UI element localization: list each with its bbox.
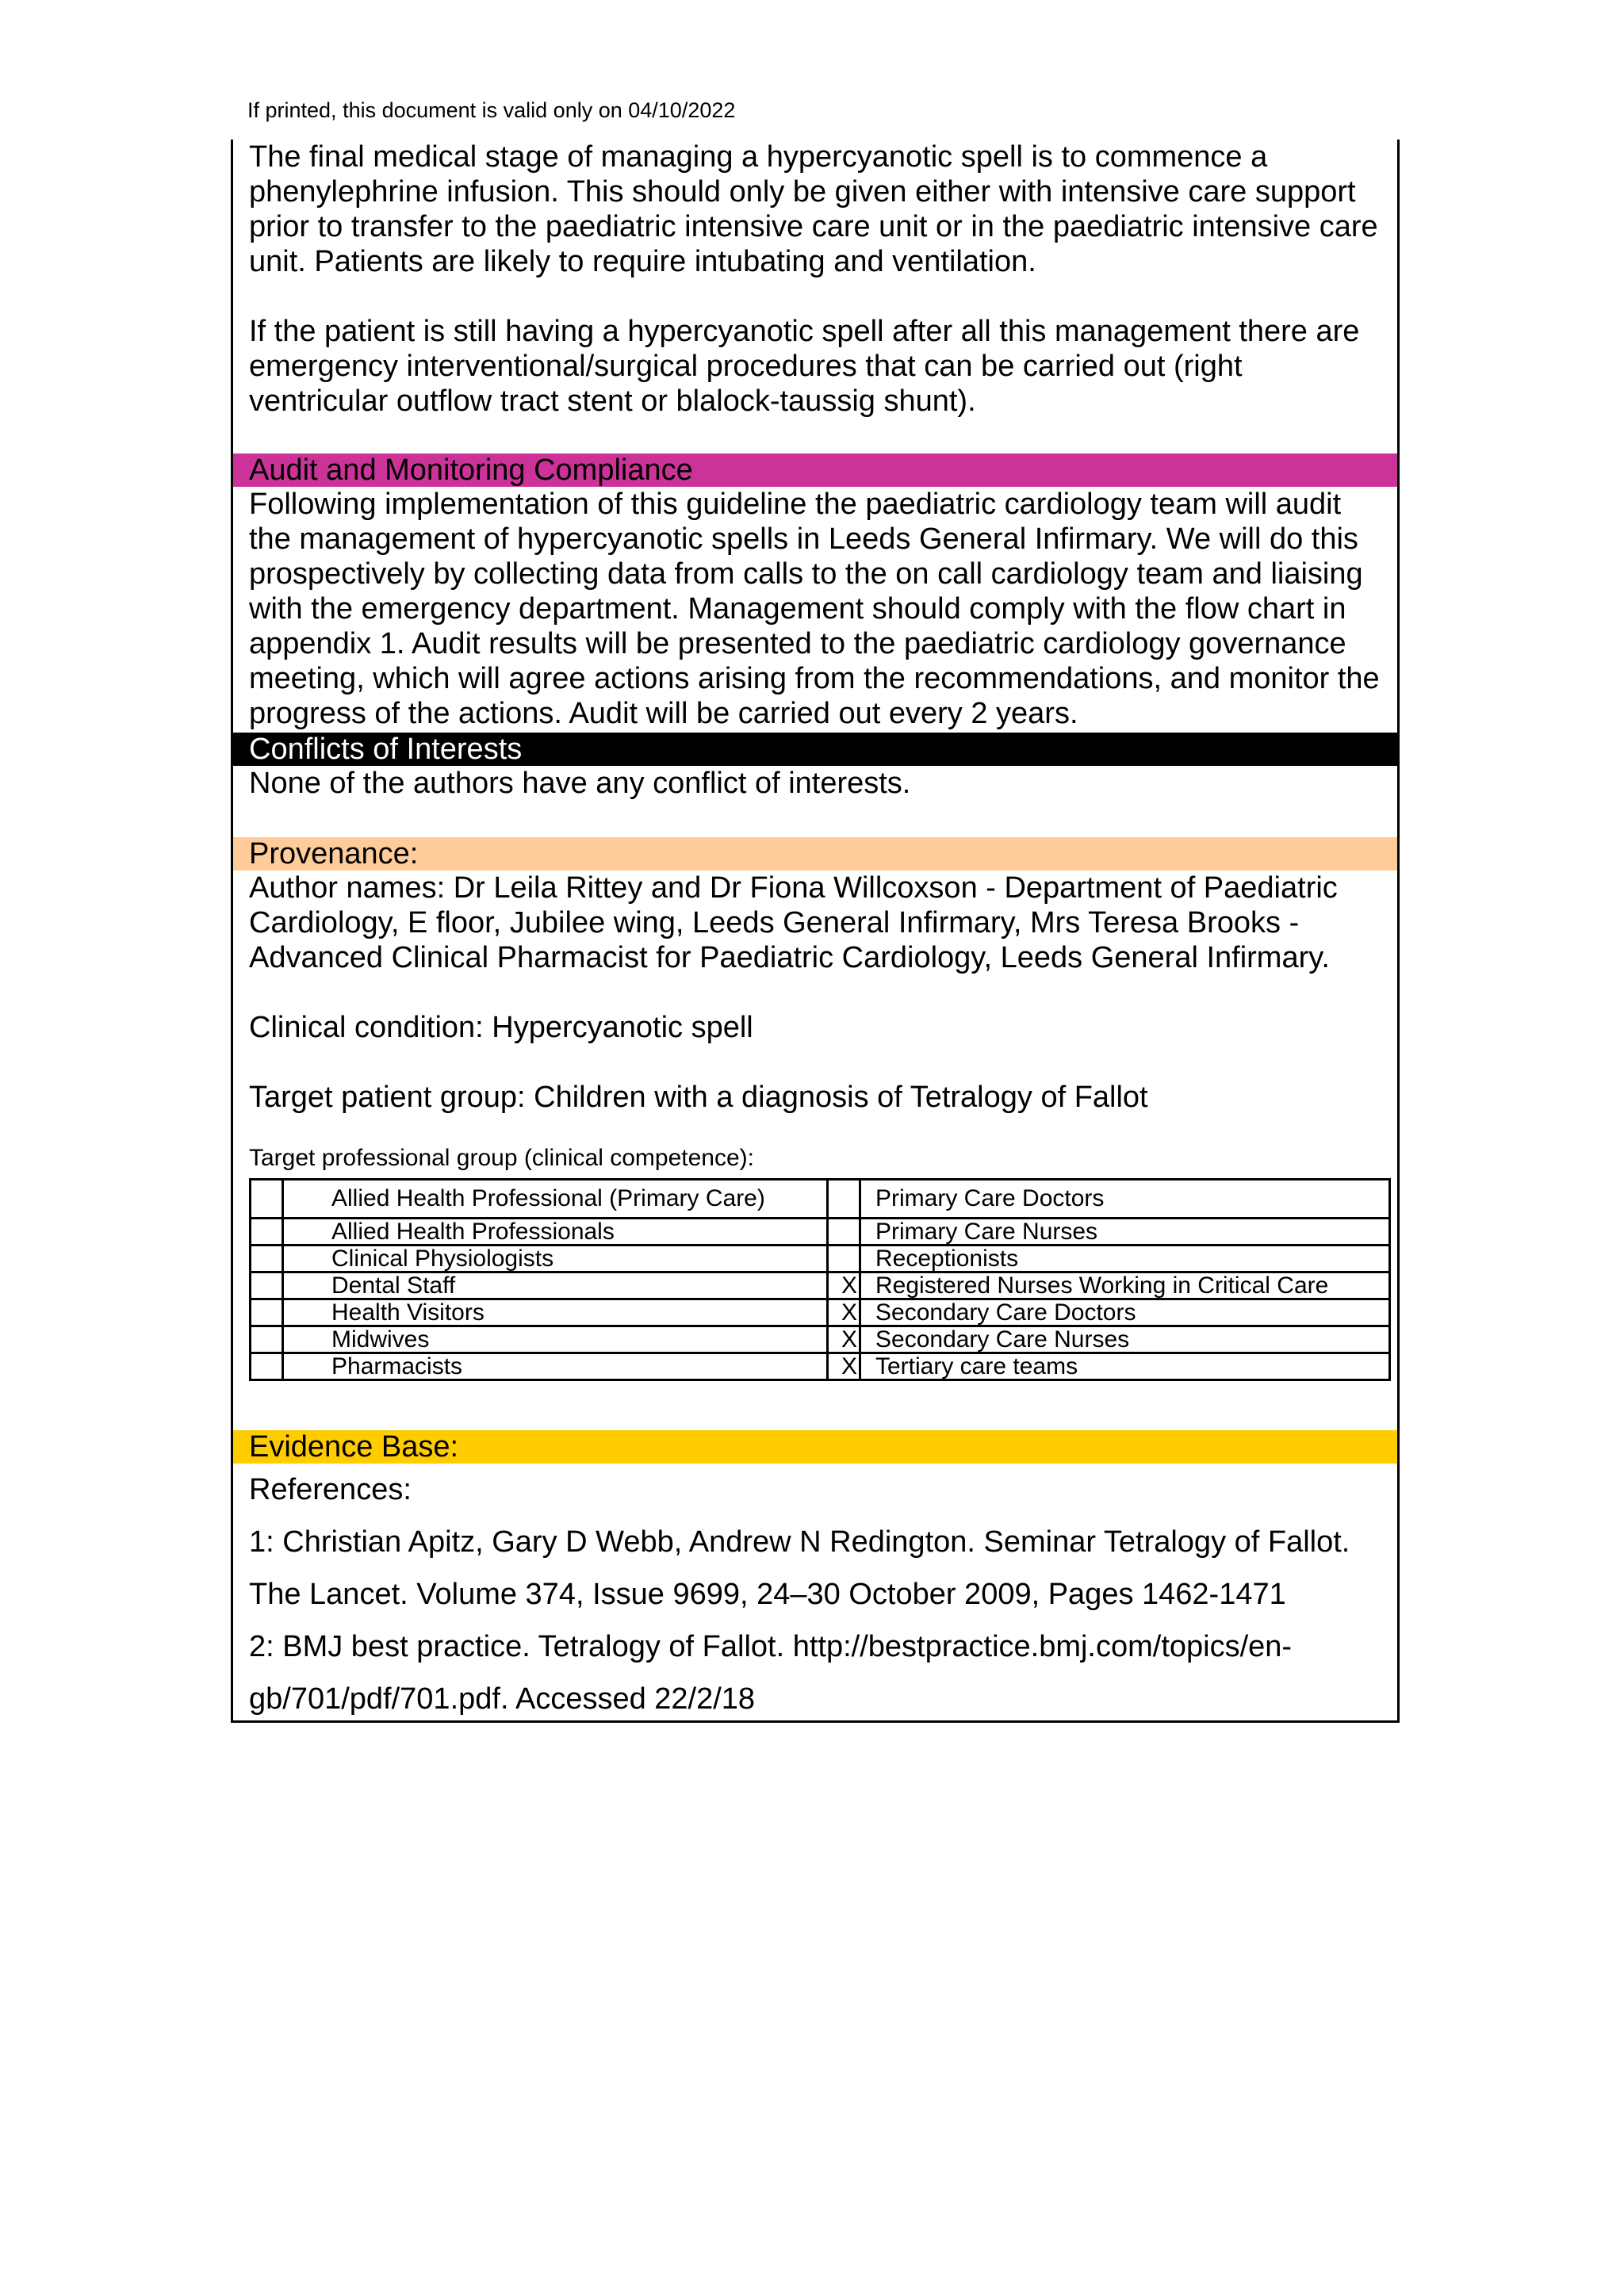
table-row: [251, 1299, 1390, 1326]
left-group-label: Allied Health Professional (Primary Care): [283, 1180, 828, 1219]
table-row: [251, 1353, 1390, 1380]
provenance-section: [249, 871, 1381, 1115]
evidence-heading: Evidence Base:: [233, 1430, 1397, 1464]
table-row: [251, 1272, 1390, 1299]
intro-paragraph-2: If the patient is still having a hypercyanotic spell after all this management there are emergency interventional/surgical procedures that can be carried out (right ventricular outflow tract stent or blalock-taussig shunt).: [249, 315, 1360, 418]
left-checkbox: [251, 1326, 283, 1353]
reference-2-line-1: 2: BMJ best practice. Tetralogy of Fallot. http://bestpractice.bmj.com/topics/en-: [249, 1630, 1293, 1663]
intro-section: [249, 140, 1381, 419]
table-row: [251, 1180, 1390, 1219]
right-group-label: Registered Nurses Working in Critical Care: [860, 1272, 1390, 1299]
left-checkbox: [251, 1180, 283, 1219]
right-checkbox: [828, 1180, 860, 1219]
right-group-label: Primary Care Nurses: [860, 1219, 1390, 1246]
clinical-condition: Clinical condition: Hypercyanotic spell: [249, 1011, 753, 1044]
table-row: [251, 1326, 1390, 1353]
right-group-label: Secondary Care Doctors: [860, 1299, 1390, 1326]
right-group-label: Tertiary care teams: [860, 1353, 1390, 1380]
left-checkbox: [251, 1272, 283, 1299]
target-patient-group: Target patient group: Children with a diagnosis of Tetralogy of Fallot: [249, 1081, 1148, 1114]
table-row: [251, 1246, 1390, 1272]
right-checkbox: [828, 1246, 860, 1272]
table-row: [251, 1219, 1390, 1246]
left-checkbox: [251, 1246, 283, 1272]
conflicts-section: [249, 766, 1381, 801]
left-group-label: Dental Staff: [283, 1272, 828, 1299]
left-checkbox: [251, 1353, 283, 1380]
audit-section: [249, 487, 1381, 731]
print-validity-note: If printed, this document is valid only on 04/10/2022: [247, 98, 736, 122]
left-checkbox: [251, 1299, 283, 1326]
right-checkbox: X: [828, 1353, 860, 1380]
left-group-label: Clinical Physiologists: [283, 1246, 828, 1272]
right-group-label: Secondary Care Nurses: [860, 1326, 1390, 1353]
references-label: References:: [249, 1473, 412, 1506]
conflicts-text: None of the authors have any conflict of interests.: [249, 767, 911, 800]
left-group-label: Midwives: [283, 1326, 828, 1353]
right-checkbox: X: [828, 1272, 860, 1299]
provenance-heading: Provenance:: [233, 837, 1397, 871]
conflicts-heading: Conflicts of Interests: [233, 733, 1397, 766]
references-section: [249, 1464, 1381, 1725]
left-group-label: Allied Health Professionals: [283, 1219, 828, 1246]
reference-1-line-1: 1: Christian Apitz, Gary D Webb, Andrew N Redington. Seminar Tetralogy of Fallot.: [249, 1525, 1350, 1559]
right-group-label: Primary Care Doctors: [860, 1180, 1390, 1219]
audit-heading: Audit and Monitoring Compliance: [233, 453, 1397, 487]
right-group-label: Receptionists: [860, 1246, 1390, 1272]
right-checkbox: X: [828, 1326, 860, 1353]
left-checkbox: [251, 1219, 283, 1246]
provenance-authors: Author names: Dr Leila Rittey and Dr Fiona Willcoxson - Department of Paediatric Cardiology, E floor, Jubilee wing, Leeds General Infirmary, Mrs Teresa Brooks - Advanced Clinical Pharmacist for Paediatric Cardiology, Leeds General Infirmary.: [249, 871, 1338, 974]
intro-paragraph-1: The final medical stage of managing a hypercyanotic spell is to commence a phenylephrine infusion. This should only be given either with intensive care support prior to transfer to the paediatric intensive care unit or in the paediatric intensive care unit. Patients are likely to require intubating and ventilation.: [249, 140, 1378, 278]
reference-2-line-2: gb/701/pdf/701.pdf. Accessed 22/2/18: [249, 1682, 756, 1716]
right-checkbox: [828, 1219, 860, 1246]
left-group-label: Pharmacists: [283, 1353, 828, 1380]
target-professional-table: [249, 1178, 1391, 1381]
reference-1-line-2: The Lancet. Volume 374, Issue 9699, 24–30 October 2009, Pages 1462-1471: [249, 1578, 1286, 1611]
right-checkbox: X: [828, 1299, 860, 1326]
left-group-label: Health Visitors: [283, 1299, 828, 1326]
target-professional-label: Target professional group (clinical competence):: [249, 1145, 754, 1171]
audit-text: Following implementation of this guideline the paediatric cardiology team will audit the management of hypercyanotic spells in Leeds General Infirmary. We will do this prospectively by collecting data from calls to the on call cardiology team and liaising with the emergency department. Management should comply with the flow chart in appendix 1. Audit results will be presented to the paediatric cardiology governance meeting, which will agree actions arising from the recommendations, and monitor the progress of the actions. Audit will be carried out every 2 years.: [249, 488, 1380, 730]
document-frame: [231, 140, 1400, 1723]
